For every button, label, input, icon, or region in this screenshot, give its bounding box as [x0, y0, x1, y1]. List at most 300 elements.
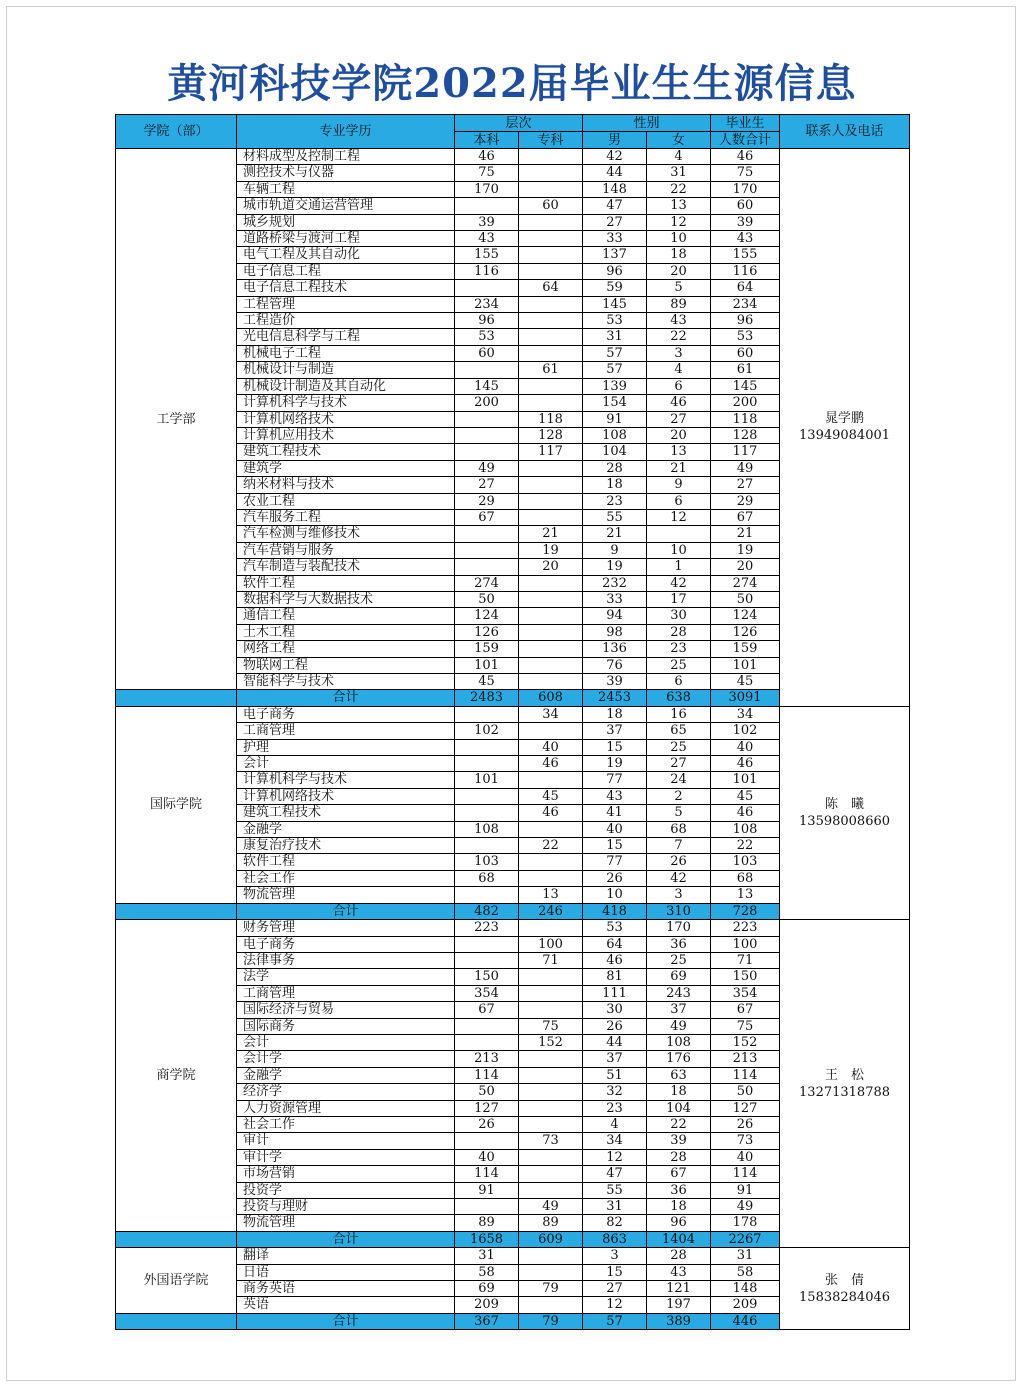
bachelor-cell: 354: [455, 985, 519, 1001]
total-value: 418: [583, 903, 647, 919]
female-cell: 67: [647, 1166, 711, 1182]
bachelor-cell: 31: [455, 1248, 519, 1264]
total-value: 2453: [583, 690, 647, 706]
major-cell: 电子商务: [237, 706, 455, 722]
male-cell: 59: [583, 280, 647, 296]
bachelor-cell: [455, 838, 519, 854]
male-cell: 145: [583, 296, 647, 312]
total-cell: 46: [711, 149, 780, 165]
bachelor-cell: 60: [455, 345, 519, 361]
total-cell: 116: [711, 263, 780, 279]
bachelor-cell: 101: [455, 772, 519, 788]
bachelor-cell: 234: [455, 296, 519, 312]
female-cell: 12: [647, 509, 711, 525]
total-cell: 53: [711, 329, 780, 345]
associate-cell: [519, 509, 583, 525]
contact-phone: 15838284046: [799, 1289, 891, 1305]
total-cell: 101: [711, 772, 780, 788]
female-cell: 13: [647, 444, 711, 460]
associate-cell: [519, 1051, 583, 1067]
male-cell: 34: [583, 1133, 647, 1149]
male-cell: 57: [583, 362, 647, 378]
associate-cell: [519, 641, 583, 657]
major-cell: 电子商务: [237, 936, 455, 952]
major-cell: 审计学: [237, 1149, 455, 1165]
female-cell: 37: [647, 1002, 711, 1018]
total-cell: 67: [711, 1002, 780, 1018]
associate-cell: 21: [519, 526, 583, 542]
associate-cell: [519, 608, 583, 624]
total-cell: 148: [711, 1281, 780, 1297]
associate-cell: [519, 1264, 583, 1280]
bachelor-cell: 103: [455, 854, 519, 870]
major-cell: 工程管理: [237, 296, 455, 312]
bachelor-cell: [455, 427, 519, 443]
female-cell: 121: [647, 1281, 711, 1297]
associate-cell: [519, 1084, 583, 1100]
header-female: 女: [647, 132, 711, 149]
female-cell: 18: [647, 1199, 711, 1215]
major-cell: 物流管理: [237, 1215, 455, 1231]
male-cell: 55: [583, 1182, 647, 1198]
major-cell: 电子信息工程技术: [237, 280, 455, 296]
associate-cell: [519, 1149, 583, 1165]
major-cell: 机械电子工程: [237, 345, 455, 361]
major-cell: 机械设计制造及其自动化: [237, 378, 455, 394]
total-cell: 101: [711, 657, 780, 673]
male-cell: 12: [583, 1297, 647, 1313]
total-cell: 26: [711, 1116, 780, 1132]
total-cell: 75: [711, 1018, 780, 1034]
major-cell: 汽车制造与装配技术: [237, 559, 455, 575]
contact-name: 陈 曦: [825, 796, 865, 812]
male-cell: 96: [583, 263, 647, 279]
major-cell: 工商管理: [237, 985, 455, 1001]
associate-cell: [519, 1248, 583, 1264]
total-cell: 108: [711, 821, 780, 837]
total-value: 3091: [711, 690, 780, 706]
male-cell: 37: [583, 723, 647, 739]
bachelor-cell: 46: [455, 149, 519, 165]
contact-cell: [780, 1248, 910, 1330]
major-cell: 康复治疗技术: [237, 838, 455, 854]
table-row: [116, 149, 910, 165]
total-cell: 100: [711, 936, 780, 952]
bachelor-cell: [455, 444, 519, 460]
total-cell: 31: [711, 1248, 780, 1264]
table-body: [116, 149, 910, 1330]
bachelor-cell: 43: [455, 231, 519, 247]
female-cell: 4: [647, 149, 711, 165]
female-cell: 25: [647, 657, 711, 673]
total-cell: 118: [711, 411, 780, 427]
female-cell: 27: [647, 411, 711, 427]
bachelor-cell: 126: [455, 624, 519, 640]
bachelor-cell: [455, 559, 519, 575]
total-cell: 126: [711, 624, 780, 640]
associate-cell: 40: [519, 739, 583, 755]
total-label: 合计: [237, 1313, 455, 1329]
major-cell: 翻译: [237, 1248, 455, 1264]
total-cell: 170: [711, 181, 780, 197]
major-cell: 计算机应用技术: [237, 427, 455, 443]
total-label: 合计: [237, 1231, 455, 1247]
associate-cell: 118: [519, 411, 583, 427]
major-cell: 建筑学: [237, 460, 455, 476]
total-value: 310: [647, 903, 711, 919]
total-cell: 27: [711, 477, 780, 493]
female-cell: 30: [647, 608, 711, 624]
associate-cell: 61: [519, 362, 583, 378]
male-cell: 47: [583, 1166, 647, 1182]
bachelor-cell: 155: [455, 247, 519, 263]
total-cell: 200: [711, 395, 780, 411]
total-value: 2483: [455, 690, 519, 706]
female-cell: 17: [647, 591, 711, 607]
male-cell: 3: [583, 1248, 647, 1264]
associate-cell: 89: [519, 1215, 583, 1231]
major-cell: 汽车服务工程: [237, 509, 455, 525]
male-cell: 32: [583, 1084, 647, 1100]
major-cell: 汽车营销与服务: [237, 542, 455, 558]
female-cell: 18: [647, 1084, 711, 1100]
associate-cell: 75: [519, 1018, 583, 1034]
female-cell: 10: [647, 231, 711, 247]
contact-phone: 13598008660: [799, 813, 891, 829]
male-cell: 15: [583, 838, 647, 854]
female-cell: 3: [647, 887, 711, 903]
female-cell: 28: [647, 1248, 711, 1264]
male-cell: 33: [583, 591, 647, 607]
major-cell: 社会工作: [237, 1116, 455, 1132]
major-cell: 经济学: [237, 1084, 455, 1100]
female-cell: 28: [647, 1149, 711, 1165]
total-cell: 178: [711, 1215, 780, 1231]
female-cell: 2: [647, 788, 711, 804]
major-cell: 市场营销: [237, 1166, 455, 1182]
bachelor-cell: 114: [455, 1067, 519, 1083]
male-cell: 10: [583, 887, 647, 903]
male-cell: 15: [583, 739, 647, 755]
male-cell: 94: [583, 608, 647, 624]
major-cell: 国际商务: [237, 1018, 455, 1034]
associate-cell: [519, 657, 583, 673]
total-cell: 354: [711, 985, 780, 1001]
bachelor-cell: 274: [455, 575, 519, 591]
college-name: 工学部: [116, 149, 237, 690]
associate-cell: [519, 329, 583, 345]
female-cell: 23: [647, 641, 711, 657]
female-cell: [647, 526, 711, 542]
bachelor-cell: 27: [455, 477, 519, 493]
female-cell: 46: [647, 395, 711, 411]
bachelor-cell: 124: [455, 608, 519, 624]
male-cell: 108: [583, 427, 647, 443]
bachelor-cell: 40: [455, 1149, 519, 1165]
male-cell: 41: [583, 805, 647, 821]
associate-cell: [519, 969, 583, 985]
associate-cell: [519, 345, 583, 361]
bachelor-cell: 91: [455, 1182, 519, 1198]
associate-cell: 100: [519, 936, 583, 952]
contact-phone: 13949084001: [799, 428, 891, 444]
female-cell: 7: [647, 838, 711, 854]
associate-cell: 128: [519, 427, 583, 443]
associate-cell: [519, 624, 583, 640]
female-cell: 43: [647, 313, 711, 329]
total-cell: 60: [711, 198, 780, 214]
major-cell: 测控技术与仪器: [237, 165, 455, 181]
male-cell: 19: [583, 559, 647, 575]
associate-cell: [519, 772, 583, 788]
major-cell: 计算机网络技术: [237, 788, 455, 804]
total-value: 2267: [711, 1231, 780, 1247]
female-cell: 63: [647, 1067, 711, 1083]
header-college: 学院（部）: [116, 115, 237, 149]
bachelor-cell: [455, 739, 519, 755]
header-major: 专业学历: [237, 115, 455, 149]
female-cell: 6: [647, 378, 711, 394]
male-cell: 232: [583, 575, 647, 591]
associate-cell: [519, 1002, 583, 1018]
major-cell: 计算机网络技术: [237, 411, 455, 427]
female-cell: 13: [647, 198, 711, 214]
male-cell: 18: [583, 477, 647, 493]
male-cell: 33: [583, 231, 647, 247]
female-cell: 31: [647, 165, 711, 181]
male-cell: 39: [583, 674, 647, 690]
associate-cell: [519, 263, 583, 279]
total-cell: 91: [711, 1182, 780, 1198]
major-cell: 财务管理: [237, 920, 455, 936]
header-associate: 专科: [519, 132, 583, 149]
total-cell: 50: [711, 591, 780, 607]
contact-name: 王 松: [825, 1067, 865, 1083]
total-value: 367: [455, 1313, 519, 1329]
total-cell: 45: [711, 788, 780, 804]
total-cell: 96: [711, 313, 780, 329]
associate-cell: [519, 378, 583, 394]
total-cell: 68: [711, 870, 780, 886]
header-total-line1: 毕业生: [711, 115, 780, 132]
female-cell: 176: [647, 1051, 711, 1067]
major-cell: 会计: [237, 1034, 455, 1050]
total-value: 446: [711, 1313, 780, 1329]
major-cell: 软件工程: [237, 575, 455, 591]
major-cell: 汽车检测与维修技术: [237, 526, 455, 542]
male-cell: 148: [583, 181, 647, 197]
major-cell: 光电信息科学与工程: [237, 329, 455, 345]
bachelor-cell: [455, 952, 519, 968]
associate-cell: 117: [519, 444, 583, 460]
female-cell: 25: [647, 739, 711, 755]
associate-cell: 20: [519, 559, 583, 575]
associate-cell: [519, 493, 583, 509]
bachelor-cell: [455, 198, 519, 214]
total-cell: 75: [711, 165, 780, 181]
associate-cell: 152: [519, 1034, 583, 1050]
total-row-spacer: [116, 903, 237, 919]
total-cell: 67: [711, 509, 780, 525]
major-cell: 通信工程: [237, 608, 455, 624]
major-cell: 日语: [237, 1264, 455, 1280]
page-title: 黄河科技学院2022届毕业生生源信息: [167, 60, 857, 107]
male-cell: 40: [583, 821, 647, 837]
female-cell: 197: [647, 1297, 711, 1313]
total-cell: 50: [711, 1084, 780, 1100]
associate-cell: [519, 1100, 583, 1116]
associate-cell: [519, 395, 583, 411]
associate-cell: [519, 920, 583, 936]
total-cell: 29: [711, 493, 780, 509]
college-name: 商学院: [116, 920, 237, 1232]
male-cell: 82: [583, 1215, 647, 1231]
female-cell: 6: [647, 493, 711, 509]
header-bachelor: 本科: [455, 132, 519, 149]
total-cell: 21: [711, 526, 780, 542]
header-male: 男: [583, 132, 647, 149]
bachelor-cell: [455, 362, 519, 378]
male-cell: 43: [583, 788, 647, 804]
total-cell: 114: [711, 1067, 780, 1083]
major-cell: 数据科学与大数据技术: [237, 591, 455, 607]
associate-cell: [519, 591, 583, 607]
total-cell: 19: [711, 542, 780, 558]
bachelor-cell: [455, 936, 519, 952]
bachelor-cell: 96: [455, 313, 519, 329]
total-value: 863: [583, 1231, 647, 1247]
bachelor-cell: 200: [455, 395, 519, 411]
male-cell: 44: [583, 1034, 647, 1050]
contact-cell: [780, 149, 910, 707]
total-cell: 209: [711, 1297, 780, 1313]
total-cell: 150: [711, 969, 780, 985]
male-cell: 19: [583, 756, 647, 772]
female-cell: 5: [647, 280, 711, 296]
total-cell: 46: [711, 756, 780, 772]
associate-cell: 46: [519, 756, 583, 772]
male-cell: 31: [583, 329, 647, 345]
associate-cell: [519, 149, 583, 165]
female-cell: 20: [647, 427, 711, 443]
total-cell: 274: [711, 575, 780, 591]
major-cell: 投资学: [237, 1182, 455, 1198]
male-cell: 42: [583, 149, 647, 165]
male-cell: 77: [583, 854, 647, 870]
total-cell: 102: [711, 723, 780, 739]
female-cell: 20: [647, 263, 711, 279]
associate-cell: 13: [519, 887, 583, 903]
female-cell: 42: [647, 870, 711, 886]
female-cell: 22: [647, 1116, 711, 1132]
female-cell: 5: [647, 805, 711, 821]
major-cell: 护理: [237, 739, 455, 755]
male-cell: 55: [583, 509, 647, 525]
male-cell: 30: [583, 1002, 647, 1018]
associate-cell: [519, 214, 583, 230]
male-cell: 9: [583, 542, 647, 558]
total-cell: 155: [711, 247, 780, 263]
major-cell: 城市轨道交通运营管理: [237, 198, 455, 214]
major-cell: 建筑工程技术: [237, 444, 455, 460]
total-value: 79: [519, 1313, 583, 1329]
associate-cell: [519, 674, 583, 690]
male-cell: 81: [583, 969, 647, 985]
total-value: 638: [647, 690, 711, 706]
female-cell: 4: [647, 362, 711, 378]
major-cell: 软件工程: [237, 854, 455, 870]
female-cell: 21: [647, 460, 711, 476]
total-row-spacer: [116, 690, 237, 706]
bachelor-cell: [455, 411, 519, 427]
college-name: 外国语学院: [116, 1248, 237, 1314]
major-cell: 机械设计与制造: [237, 362, 455, 378]
total-cell: 124: [711, 608, 780, 624]
female-cell: 16: [647, 706, 711, 722]
male-cell: 46: [583, 952, 647, 968]
total-cell: 43: [711, 231, 780, 247]
major-cell: 电子信息工程: [237, 263, 455, 279]
male-cell: 31: [583, 1199, 647, 1215]
male-cell: 136: [583, 641, 647, 657]
male-cell: 154: [583, 395, 647, 411]
bachelor-cell: 116: [455, 263, 519, 279]
associate-cell: [519, 821, 583, 837]
male-cell: 57: [583, 345, 647, 361]
major-cell: 城乡规划: [237, 214, 455, 230]
associate-cell: [519, 985, 583, 1001]
associate-cell: [519, 460, 583, 476]
major-cell: 智能科学与技术: [237, 674, 455, 690]
female-cell: 6: [647, 674, 711, 690]
female-cell: 22: [647, 181, 711, 197]
major-cell: 工程造价: [237, 313, 455, 329]
major-cell: 电气工程及其自动化: [237, 247, 455, 263]
associate-cell: 45: [519, 788, 583, 804]
associate-cell: [519, 247, 583, 263]
bachelor-cell: [455, 542, 519, 558]
bachelor-cell: 58: [455, 1264, 519, 1280]
total-value: 728: [711, 903, 780, 919]
female-cell: 28: [647, 624, 711, 640]
total-value: 246: [519, 903, 583, 919]
female-cell: 170: [647, 920, 711, 936]
male-cell: 77: [583, 772, 647, 788]
major-cell: 英语: [237, 1297, 455, 1313]
major-cell: 农业工程: [237, 493, 455, 509]
male-cell: 47: [583, 198, 647, 214]
total-value: 482: [455, 903, 519, 919]
female-cell: 27: [647, 756, 711, 772]
associate-cell: [519, 231, 583, 247]
female-cell: 43: [647, 1264, 711, 1280]
contact-phone: 13271318788: [799, 1084, 891, 1100]
male-cell: 37: [583, 1051, 647, 1067]
bachelor-cell: [455, 756, 519, 772]
total-cell: 71: [711, 952, 780, 968]
total-row-spacer: [116, 1313, 237, 1329]
total-cell: 117: [711, 444, 780, 460]
major-cell: 土木工程: [237, 624, 455, 640]
bachelor-cell: 50: [455, 591, 519, 607]
male-cell: 111: [583, 985, 647, 1001]
female-cell: 69: [647, 969, 711, 985]
associate-cell: [519, 1067, 583, 1083]
total-cell: 60: [711, 345, 780, 361]
major-cell: 金融学: [237, 1067, 455, 1083]
total-cell: 58: [711, 1264, 780, 1280]
associate-cell: [519, 1166, 583, 1182]
